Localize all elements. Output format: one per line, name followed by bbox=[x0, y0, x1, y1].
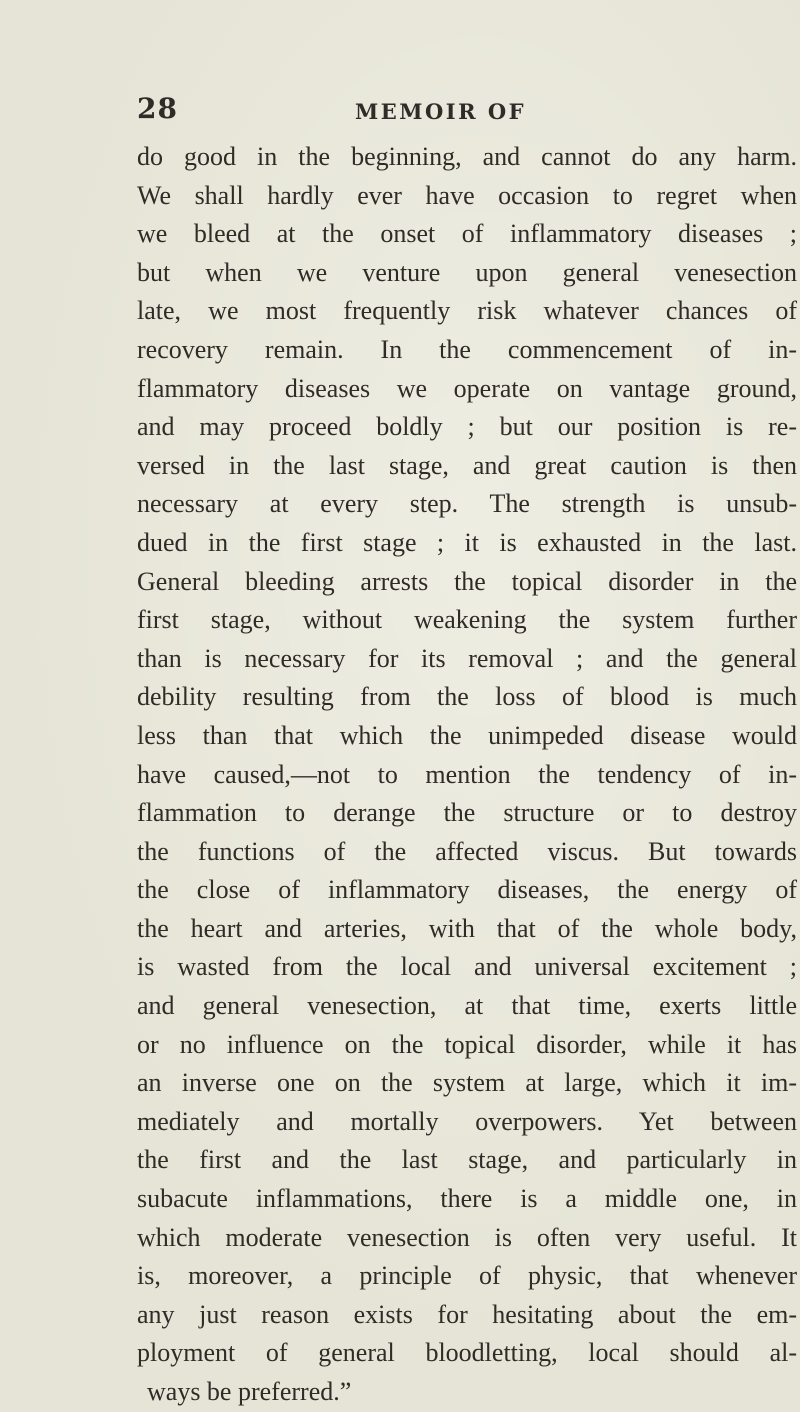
text-line: subacute inflammations, there is a middle one, in bbox=[137, 1184, 797, 1214]
text-line: any just reason exists for hesitating about the em- bbox=[137, 1299, 797, 1329]
text-line: is, moreover, a principle of physic, that whenever bbox=[137, 1261, 797, 1291]
text-line: General bleeding arrests the topical disorder in the bbox=[137, 566, 797, 596]
text-line: flammatory diseases we operate on vantage ground, bbox=[137, 373, 797, 403]
text-line: late, we most frequently risk whatever chances of bbox=[137, 296, 797, 326]
text-line: have caused,—not to mention the tendency of in- bbox=[137, 759, 797, 789]
text-line: which moderate venesection is often very useful. It bbox=[137, 1222, 797, 1252]
text-line: recovery remain. In the commencement of in- bbox=[137, 334, 797, 364]
text-line: first stage, without weakening the system further bbox=[137, 605, 797, 635]
text-line: ployment of general bloodletting, local should al- bbox=[137, 1338, 797, 1368]
text-line: debility resulting from the loss of blood is much bbox=[137, 682, 797, 712]
text-line: but when we venture upon general venesection bbox=[137, 257, 797, 287]
text-line: than is necessary for its removal ; and the general bbox=[137, 643, 797, 673]
running-title: MEMOIR OF bbox=[355, 99, 527, 124]
body-text bbox=[137, 138, 797, 1412]
text-line: and may proceed boldly ; but our position is re- bbox=[137, 412, 797, 442]
running-head bbox=[0, 92, 800, 132]
text-line: the first and the last stage, and particularly in bbox=[137, 1145, 797, 1175]
text-line: flammation to derange the structure or to destroy bbox=[137, 798, 797, 828]
text-line: an inverse one on the system at large, which it im- bbox=[137, 1068, 797, 1098]
text-line-final: ways be preferred.” bbox=[147, 1377, 352, 1406]
text-line: we bleed at the onset of inflammatory diseases ; bbox=[137, 219, 797, 249]
text-line: or no influence on the topical disorder, while it has bbox=[137, 1029, 797, 1059]
text-line: dued in the first stage ; it is exhausted in the last. bbox=[137, 527, 797, 557]
text-line: necessary at every step. The strength is unsub- bbox=[137, 489, 797, 519]
text-line: less than that which the unimpeded disease would bbox=[137, 720, 797, 750]
text-line: We shall hardly ever have occasion to regret when bbox=[137, 180, 797, 210]
text-line: do good in the beginning, and cannot do any harm. bbox=[137, 142, 797, 171]
text-line: is wasted from the local and universal excitement ; bbox=[137, 952, 797, 982]
text-line: mediately and mortally overpowers. Yet between bbox=[137, 1106, 797, 1136]
text-line: the heart and arteries, with that of the whole body, bbox=[137, 913, 797, 943]
text-line: versed in the last stage, and great caution is then bbox=[137, 450, 797, 480]
text-line: the close of inflammatory diseases, the energy of bbox=[137, 875, 797, 905]
text-line: the functions of the affected viscus. But towards bbox=[137, 836, 797, 866]
page-number: 28 bbox=[137, 92, 178, 125]
text-line: and general venesection, at that time, exerts little bbox=[137, 991, 797, 1021]
